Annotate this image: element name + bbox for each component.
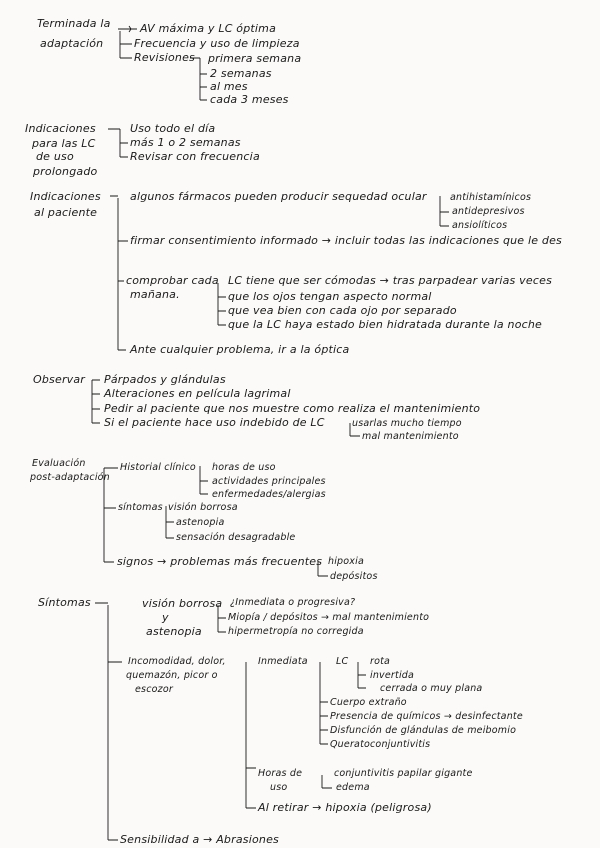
s3-consentimiento: firmar consentimiento informado → incluir todas las indicaciones que le des (130, 234, 562, 247)
s5-signos: signos → problemas más frecuentes (117, 555, 323, 568)
s6-vision-c: hipermetropía no corregida (228, 626, 364, 637)
s3-title-line1: Indicaciones (30, 190, 101, 203)
s3-comp-b: que los ojos tengan aspecto normal (228, 290, 432, 303)
s3-comp-d: que la LC haya estado bien hidratada durante la noche (228, 318, 543, 331)
s5-title-line2: post-adaptación (30, 472, 110, 483)
s3-farm-3: ansiolíticos (452, 220, 508, 231)
s6-lc-cerrada: cerrada o muy plana (380, 683, 483, 694)
s1-rev-1: primera semana (208, 52, 302, 65)
s4-indebido-2: mal mantenimiento (362, 431, 459, 442)
s6-vision-line1: visión borrosa (142, 597, 223, 610)
s1-rev-3: al mes (210, 80, 248, 93)
s1-title-line1: Terminada la (37, 17, 111, 30)
s6-vision-b: Miopía / depósitos → mal mantenimiento (228, 612, 430, 623)
s6-conjuntivitis: conjuntivitis papilar gigante (334, 768, 473, 779)
s6-cuerpo-extrano: Cuerpo extraño (330, 697, 407, 708)
s3-farm-1: antihistamínicos (450, 192, 532, 203)
s6-horas-line1: Horas de (258, 768, 303, 779)
s3-comp-a: LC tiene que ser cómodas → tras parpadear varias veces (228, 274, 553, 287)
s2-title-line1: Indicaciones (25, 122, 96, 135)
s2-item-revisar: Revisar con frecuencia (130, 150, 260, 163)
s6-queratoconjuntivitis: Queratoconjuntivitis (330, 739, 431, 750)
s2-item-semanas: más 1 o 2 semanas (130, 136, 241, 149)
s5-sint-3: sensación desagradable (176, 532, 296, 543)
s5-sint-2: astenopia (176, 517, 225, 528)
s5-hist-1: horas de uso (212, 462, 276, 473)
s6-inmediata: Inmediata (258, 656, 308, 667)
s6-meibomio: Disfunción de glándulas de meibomio (330, 725, 517, 736)
s5-signo-1: hipoxia (328, 556, 364, 567)
s1-item-revisiones: Revisiones (134, 51, 195, 64)
s1-rev-2: 2 semanas (210, 67, 272, 80)
s6-lc: LC (336, 656, 349, 667)
s2-title-line3: de uso (36, 150, 74, 163)
s5-hist-3: enfermedades/alergias (212, 489, 326, 500)
s6-incomodidad-line1: Incomodidad, dolor, (128, 656, 226, 667)
s6-incomodidad-line2: quemazón, picor o (126, 670, 218, 681)
s3-title-line2: al paciente (34, 206, 98, 219)
s3-farmacos: algunos fármacos pueden producir sequedad ocular (130, 190, 427, 203)
s6-sensibilidad: Sensibilidad a → Abrasiones (120, 833, 279, 846)
s4-mantenimiento: Pedir al paciente que nos muestre como realiza el mantenimiento (104, 402, 481, 415)
s2-title-line4: prolongado (33, 165, 98, 178)
s5-title-line1: Evaluación (32, 458, 86, 469)
s6-lc-rota: rota (370, 656, 391, 667)
s4-parpados: Párpados y glándulas (104, 373, 226, 386)
s6-al-retirar: Al retirar → hipoxia (peligrosa) (258, 801, 432, 814)
s5-sint-1: visión borrosa (168, 502, 238, 513)
s6-edema: edema (336, 782, 370, 793)
s5-historial: Historial clínico (120, 462, 196, 473)
s5-hist-2: actividades principales (212, 476, 326, 487)
s6-vision-line2: y (162, 611, 169, 624)
s1-item-frecuencia: Frecuencia y uso de limpieza (134, 37, 300, 50)
s2-item-uso: Uso todo el día (130, 122, 216, 135)
s1-rev-4: cada 3 meses (210, 93, 289, 106)
s5-sintomas: síntomas (118, 502, 163, 513)
s6-quimicos: Presencia de químicos → desinfectante (330, 711, 523, 722)
s6-lc-invertida: invertida (370, 670, 415, 681)
s3-ante-problema: Ante cualquier problema, ir a la óptica (130, 343, 350, 356)
s2-title-line2: para las LC (32, 137, 96, 150)
s3-farm-2: antidepresivos (452, 206, 525, 217)
s3-comp-c: que vea bien con cada ojo por separado (228, 304, 457, 317)
s3-comprobar-line1: comprobar cada (126, 274, 219, 287)
s5-signo-2: depósitos (330, 571, 378, 582)
s6-title: Síntomas (38, 596, 91, 609)
s1-item-av: AV máxima y LC óptima (140, 22, 277, 35)
s4-uso-indebido: Si el paciente hace uso indebido de LC (104, 416, 325, 429)
s4-pelicula: Alteraciones en película lagrimal (104, 387, 291, 400)
s6-vision-a: ¿Inmediata o progresiva? (230, 597, 356, 608)
s1-title-line2: adaptación (40, 37, 104, 50)
s4-title: Observar (33, 373, 86, 386)
s6-incomodidad-line3: escozor (135, 684, 173, 695)
s6-vision-line3: astenopia (146, 625, 202, 638)
s6-horas-line2: uso (270, 782, 288, 793)
s3-comprobar-line2: mañana. (130, 288, 180, 301)
s4-indebido-1: usarlas mucho tiempo (352, 418, 462, 429)
